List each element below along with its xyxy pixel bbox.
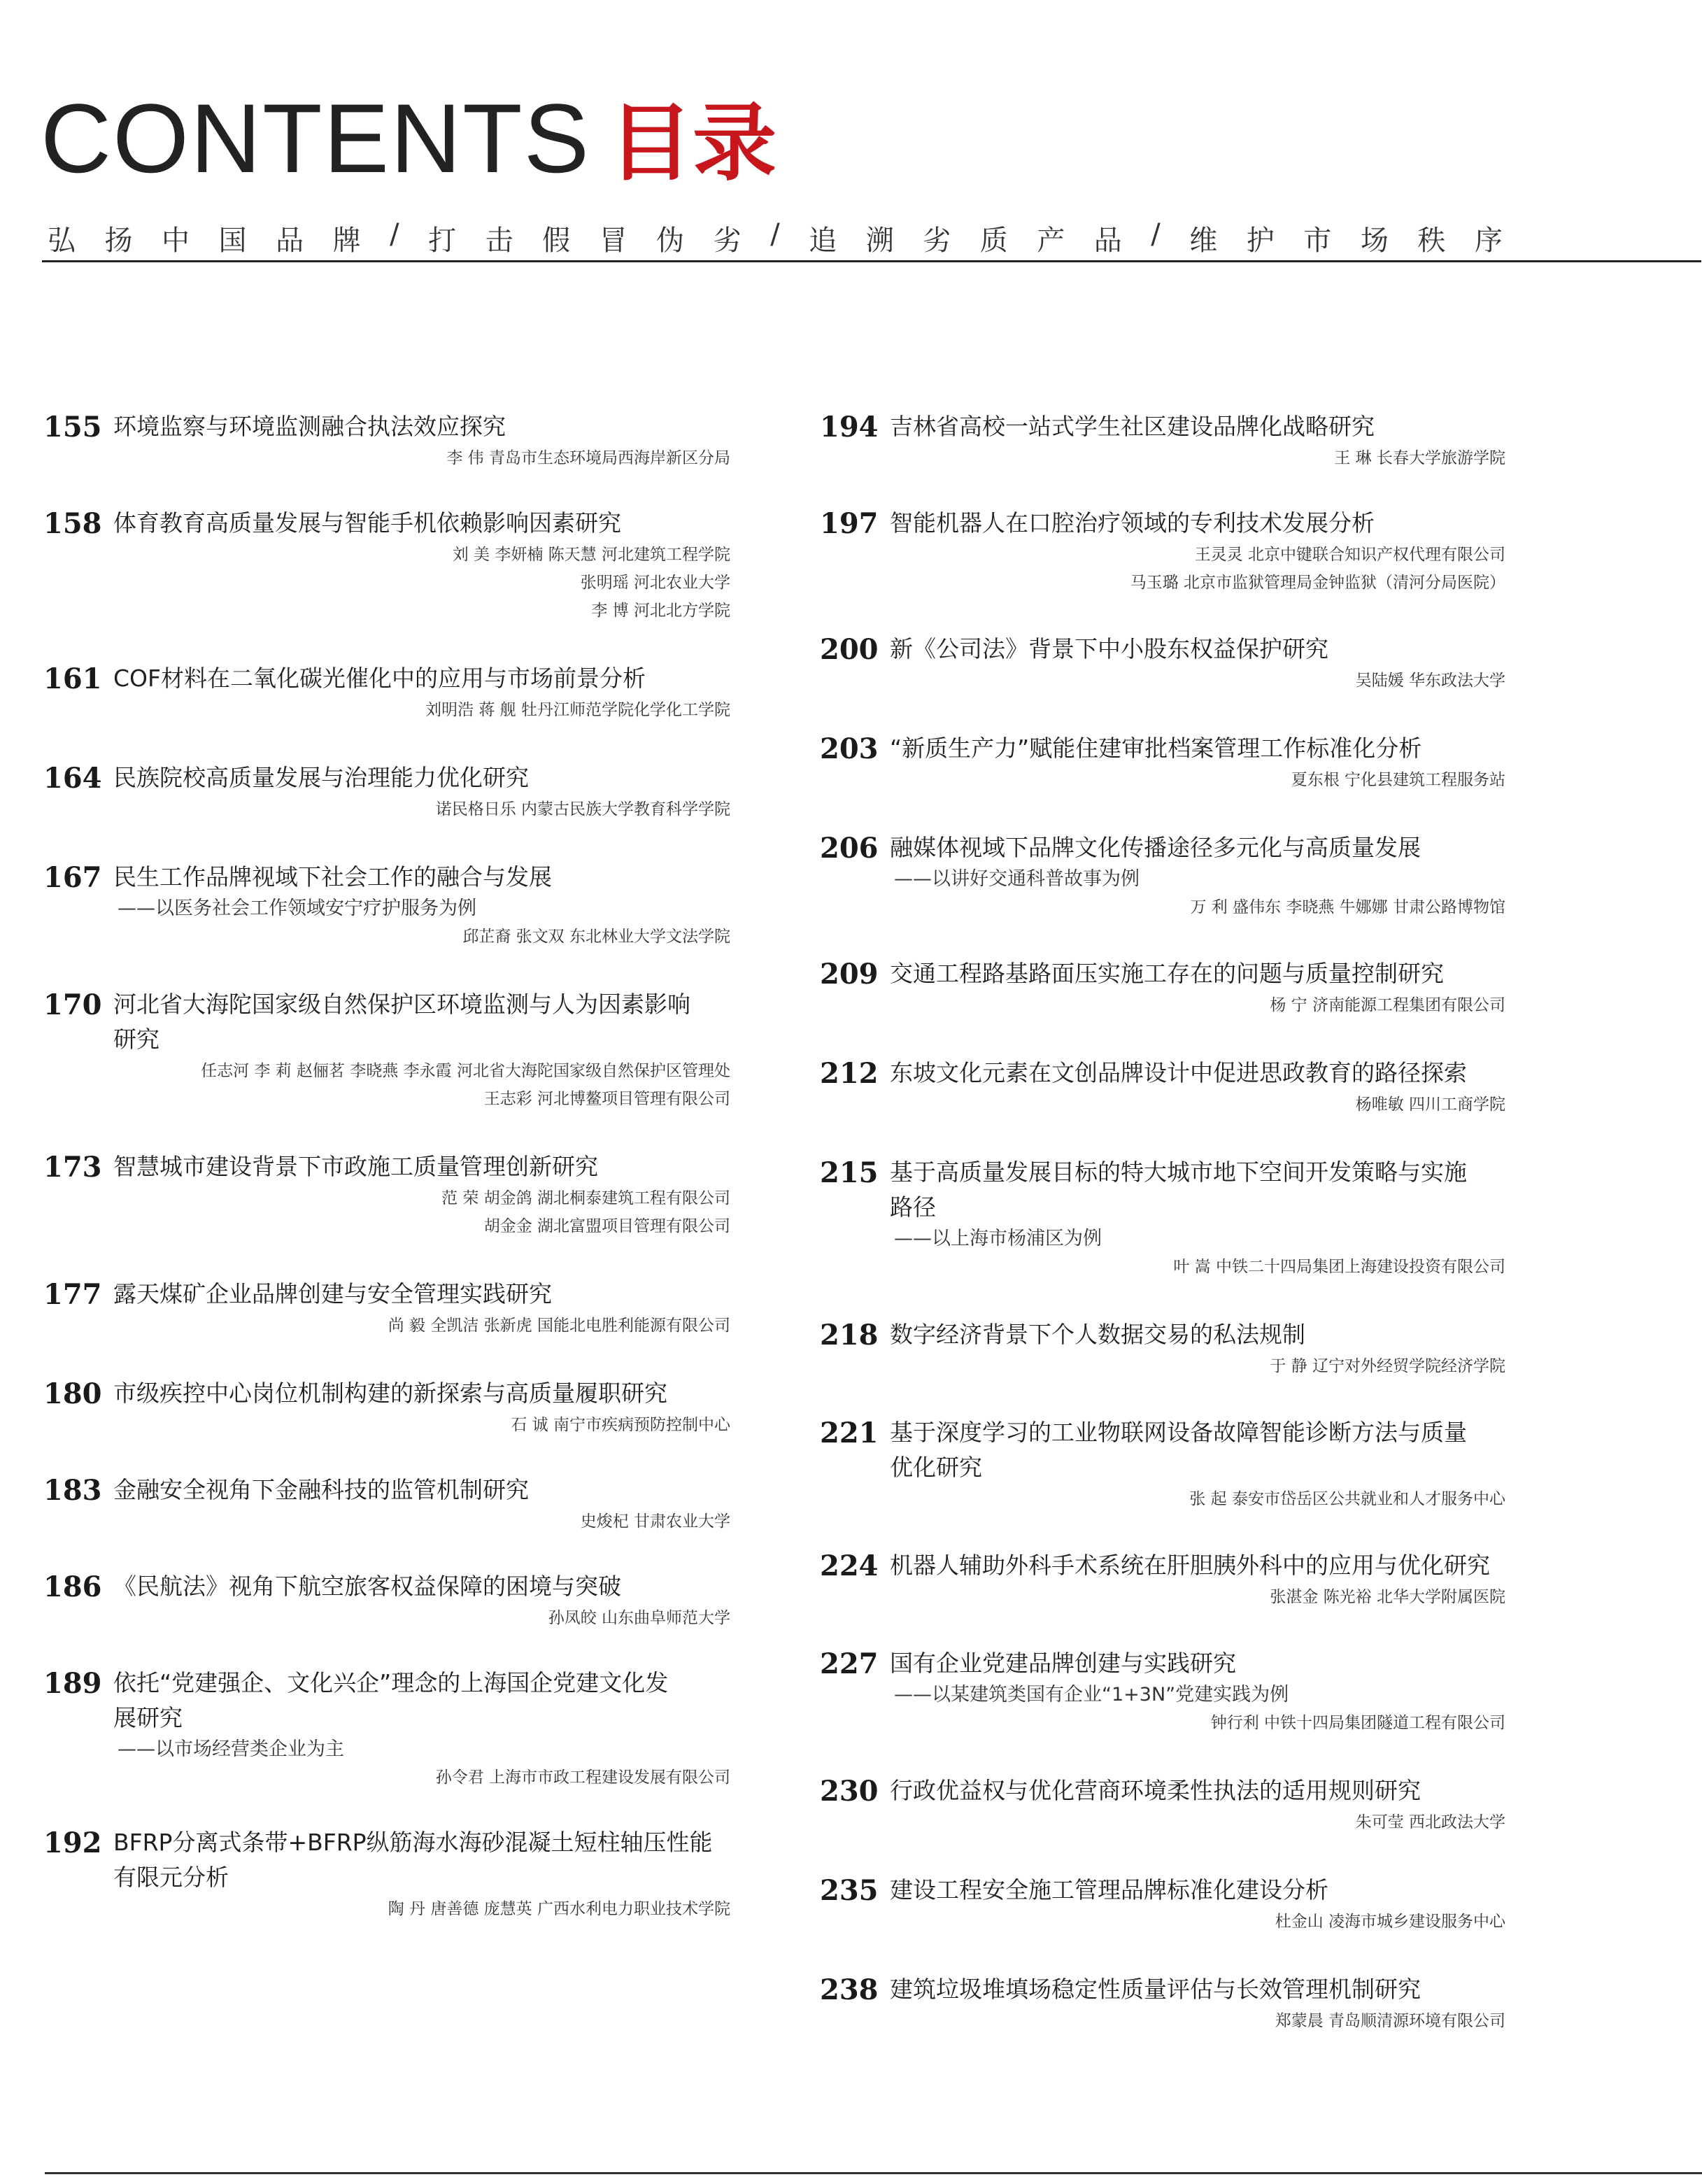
article-title: 展研究 bbox=[113, 1704, 183, 1731]
article-authors: 于 静 辽宁对外经贸学院经济学院 bbox=[1270, 1357, 1505, 1375]
toc-entry[interactable] bbox=[820, 731, 1505, 794]
article-authors: 孙凤皎 山东曲阜师范大学 bbox=[548, 1609, 730, 1627]
slogan-char: 弘 bbox=[48, 225, 76, 257]
slogan-char: 品 bbox=[276, 225, 304, 257]
page-number: 221 bbox=[820, 1417, 879, 1449]
toc-left-column bbox=[43, 409, 730, 1923]
article-authors: 夏东根 宁化县建筑工程服务站 bbox=[1291, 771, 1505, 789]
toc-entry[interactable] bbox=[43, 1149, 730, 1240]
article-subtitle: ——以讲好交通科普故事为例 bbox=[894, 868, 1140, 890]
slogan-char: 打 bbox=[428, 225, 457, 257]
article-title: 民族院校高质量发展与治理能力优化研究 bbox=[113, 764, 529, 791]
article-authors: 石 诚 南宁市疾病预防控制中心 bbox=[511, 1416, 730, 1434]
toc-entry[interactable] bbox=[820, 830, 1505, 921]
article-title: 智慧城市建设背景下市政施工质量管理创新研究 bbox=[113, 1153, 598, 1180]
article-authors: 任志河 李 莉 赵俪茗 李晓燕 李永霞 河北省大海陀国家级自然保护区管理处 bbox=[201, 1062, 730, 1080]
slogan-char: 溯 bbox=[865, 225, 894, 257]
toc-entry[interactable] bbox=[43, 409, 730, 472]
article-authors: 杨唯敏 四川工商学院 bbox=[1355, 1095, 1505, 1114]
page-number: 197 bbox=[820, 507, 879, 540]
slogan-separator: / bbox=[390, 218, 399, 250]
article-authors: 张 起 泰安市岱岳区公共就业和人才服务中心 bbox=[1189, 1490, 1505, 1508]
page-number: 194 bbox=[820, 411, 879, 444]
article-title: BFRP分离式条带+BFRP纵筋海水海砂混凝土短柱轴压性能 bbox=[113, 1829, 713, 1856]
article-title: 基于高质量发展目标的特大城市地下空间开发策略与实施 bbox=[890, 1158, 1467, 1186]
page-number: 224 bbox=[820, 1550, 879, 1582]
article-authors: 郑蒙晨 青岛顺清源环境有限公司 bbox=[1275, 2012, 1505, 2030]
article-authors: 诺民格日乐 内蒙古民族大学教育科学学院 bbox=[435, 800, 730, 818]
article-authors: 邱芷裔 张文双 东北林业大学文法学院 bbox=[462, 928, 730, 946]
article-title: 优化研究 bbox=[890, 1454, 982, 1481]
article-authors: 杜金山 凌海市城乡建设服务中心 bbox=[1275, 1913, 1505, 1931]
article-authors: 王 琳 长春大学旅游学院 bbox=[1334, 449, 1505, 467]
title-english: CONTENTS bbox=[41, 83, 590, 193]
page-number: 177 bbox=[43, 1278, 102, 1311]
article-authors: 叶 嵩 中铁二十四局集团上海建设投资有限公司 bbox=[1173, 1258, 1505, 1276]
page-number: 238 bbox=[820, 1973, 879, 2006]
article-title: 民生工作品牌视域下社会工作的融合与发展 bbox=[113, 863, 552, 891]
slogan-char: 质 bbox=[979, 225, 1008, 257]
article-authors: 陶 丹 唐善德 庞慧英 广西水利电力职业技术学院 bbox=[388, 1900, 730, 1918]
toc-entry[interactable] bbox=[820, 1773, 1505, 1836]
page-number: 173 bbox=[43, 1151, 102, 1184]
toc-entry[interactable] bbox=[820, 1056, 1505, 1119]
toc-entry[interactable] bbox=[43, 1376, 730, 1439]
slogan-char: 追 bbox=[809, 225, 837, 257]
toc-entry[interactable] bbox=[43, 661, 730, 724]
page-number: 227 bbox=[820, 1647, 879, 1680]
page-number: 155 bbox=[43, 411, 102, 444]
article-authors: 王志彩 河北博鳌项目管理有限公司 bbox=[483, 1090, 730, 1108]
article-title: 交通工程路基路面压实施工存在的问题与质量控制研究 bbox=[890, 960, 1444, 987]
slogan-char: 假 bbox=[542, 225, 571, 257]
page-number: 200 bbox=[820, 633, 879, 666]
page-number: 170 bbox=[43, 988, 102, 1021]
article-title: 环境监察与环境监测融合执法效应探究 bbox=[113, 413, 506, 440]
article-title: 行政优益权与优化营商环境柔性执法的适用规则研究 bbox=[890, 1777, 1421, 1804]
article-title: “新质生产力”赋能住建审批档案管理工作标准化分析 bbox=[890, 735, 1422, 762]
page-number: 209 bbox=[820, 958, 879, 991]
slogan-char: 序 bbox=[1474, 225, 1503, 257]
footer-divider bbox=[45, 2172, 1702, 2174]
page-number: 186 bbox=[43, 1570, 102, 1603]
article-authors: 钟行利 中铁十四局集团隧道工程有限公司 bbox=[1210, 1714, 1505, 1732]
toc-entry[interactable] bbox=[820, 1972, 1505, 2035]
article-title: 路径 bbox=[890, 1193, 936, 1221]
toc-entry[interactable] bbox=[820, 956, 1505, 1019]
page-number: 203 bbox=[820, 732, 879, 765]
toc-entry[interactable] bbox=[820, 1646, 1505, 1737]
article-title: 研究 bbox=[113, 1026, 159, 1053]
toc-entry[interactable] bbox=[820, 1317, 1505, 1380]
slogan-char: 劣 bbox=[713, 225, 742, 257]
article-subtitle: ——以上海市杨浦区为例 bbox=[894, 1228, 1102, 1249]
article-title: 河北省大海陀国家级自然保护区环境监测与人为因素影响 bbox=[113, 991, 690, 1018]
article-authors: 张明瑶 河北农业大学 bbox=[580, 574, 730, 592]
slogan-char: 护 bbox=[1246, 225, 1275, 257]
page-number: 158 bbox=[43, 507, 102, 540]
article-title: 东坡文化元素在文创品牌设计中促进思政教育的路径探索 bbox=[890, 1059, 1467, 1086]
article-title: 依托“党建强企、文化兴企”理念的上海国企党建文化发 bbox=[113, 1669, 669, 1696]
slogan-char: 国 bbox=[218, 225, 247, 257]
article-title: 体育教育高质量发展与智能手机依赖影响因素研究 bbox=[113, 509, 621, 537]
page-number: 192 bbox=[43, 1827, 102, 1859]
toc-entry[interactable] bbox=[820, 1155, 1505, 1281]
article-authors: 吴陆媛 华东政法大学 bbox=[1355, 672, 1505, 690]
toc-entry[interactable] bbox=[43, 860, 730, 951]
article-authors: 张湛金 陈光裕 北华大学附属医院 bbox=[1270, 1588, 1505, 1606]
toc-entry[interactable] bbox=[43, 1825, 730, 1923]
page-number: 164 bbox=[43, 762, 102, 795]
article-authors: 李 博 河北北方学院 bbox=[591, 602, 730, 620]
article-title: 吉林省高校一站式学生社区建设品牌化战略研究 bbox=[890, 413, 1375, 440]
page-number: 161 bbox=[43, 662, 102, 695]
toc-entry[interactable] bbox=[43, 1277, 730, 1340]
toc-entry[interactable] bbox=[820, 632, 1505, 695]
slogan-char: 扬 bbox=[104, 225, 133, 257]
article-authors: 尚 毅 全凯洁 张新虎 国能北电胜利能源有限公司 bbox=[388, 1317, 730, 1335]
article-authors: 李 伟 青岛市生态环境局西海岸新区分局 bbox=[446, 449, 730, 467]
article-authors: 杨 宁 济南能源工程集团有限公司 bbox=[1270, 996, 1505, 1014]
article-title: COF材料在二氧化碳光催化中的应用与市场前景分析 bbox=[113, 665, 646, 692]
article-subtitle: ——以某建筑类国有企业“1+3N”党建实践为例 bbox=[894, 1684, 1289, 1706]
article-authors: 孙令君 上海市市政工程建设发展有限公司 bbox=[435, 1768, 730, 1787]
page-number: 180 bbox=[43, 1377, 102, 1410]
slogan-char: 冒 bbox=[599, 225, 627, 257]
title-chinese: 目录 bbox=[609, 95, 776, 192]
article-authors: 范 荣 胡金鸽 湖北桐泰建筑工程有限公司 bbox=[441, 1189, 730, 1207]
page-number: 167 bbox=[43, 861, 102, 894]
article-title: 国有企业党建品牌创建与实践研究 bbox=[890, 1650, 1236, 1677]
article-title: 金融安全视角下金融科技的监管机制研究 bbox=[113, 1476, 529, 1503]
article-title: 建设工程安全施工管理品牌标准化建设分析 bbox=[890, 1876, 1328, 1903]
page-number: 189 bbox=[43, 1667, 102, 1700]
article-authors: 刘 美 李妍楠 陈天慧 河北建筑工程学院 bbox=[452, 546, 730, 564]
slogan-char: 击 bbox=[485, 225, 513, 257]
toc-entry[interactable] bbox=[820, 1415, 1505, 1513]
toc-right-column bbox=[820, 409, 1505, 2035]
article-title: 数字经济背景下个人数据交易的私法规制 bbox=[890, 1321, 1305, 1348]
header-divider bbox=[42, 260, 1701, 262]
slogan-char: 中 bbox=[162, 225, 190, 257]
toc-entry[interactable] bbox=[43, 1569, 730, 1632]
slogan-char: 市 bbox=[1303, 225, 1332, 257]
contents-heading bbox=[41, 83, 776, 194]
toc-entry[interactable] bbox=[43, 1473, 730, 1536]
toc-entry[interactable] bbox=[43, 987, 730, 1113]
slogan-char: 劣 bbox=[923, 225, 951, 257]
slogan-char: 场 bbox=[1360, 225, 1389, 257]
article-authors: 万 利 盛伟东 李晓燕 牛娜娜 甘肃公路博物馆 bbox=[1190, 898, 1505, 916]
toc-entry[interactable] bbox=[43, 1666, 730, 1792]
slogan-separator: / bbox=[770, 218, 780, 250]
slogan-char: 伪 bbox=[656, 225, 685, 257]
article-title: 智能机器人在口腔治疗领域的专利技术发展分析 bbox=[890, 509, 1375, 537]
article-authors: 朱可莹 西北政法大学 bbox=[1355, 1813, 1505, 1831]
article-title: 《民航法》视角下航空旅客权益保障的困境与突破 bbox=[113, 1573, 621, 1600]
toc-entry[interactable] bbox=[820, 409, 1505, 472]
article-title: 露天煤矿企业品牌创建与安全管理实践研究 bbox=[113, 1280, 552, 1307]
page-number: 235 bbox=[820, 1874, 879, 1907]
slogan-separator: / bbox=[1151, 218, 1161, 250]
article-title: 新《公司法》背景下中小股东权益保护研究 bbox=[890, 635, 1328, 662]
article-authors: 胡金金 湖北富盟项目管理有限公司 bbox=[483, 1217, 730, 1235]
article-title: 有限元分析 bbox=[113, 1864, 229, 1891]
article-title: 基于深度学习的工业物联网设备故障智能诊断方法与质量 bbox=[890, 1419, 1467, 1446]
article-authors: 马玉璐 北京市监狱管理局金钟监狱（清河分局医院） bbox=[1130, 574, 1505, 592]
article-authors: 史焌杞 甘肃农业大学 bbox=[580, 1512, 730, 1531]
page-number: 230 bbox=[820, 1775, 879, 1808]
toc-entry[interactable] bbox=[820, 1873, 1505, 1936]
slogan-char: 牌 bbox=[332, 225, 361, 257]
slogan-char: 品 bbox=[1093, 225, 1122, 257]
page-number: 218 bbox=[820, 1319, 879, 1352]
page-number: 212 bbox=[820, 1057, 879, 1090]
toc-entry[interactable] bbox=[820, 506, 1505, 597]
article-subtitle: ——以市场经营类企业为主 bbox=[118, 1738, 344, 1760]
slogan bbox=[48, 218, 1503, 258]
article-title: 建筑垃圾堆填场稳定性质量评估与长效管理机制研究 bbox=[890, 1976, 1421, 2003]
page-number: 206 bbox=[820, 832, 879, 865]
slogan-char: 秩 bbox=[1417, 225, 1446, 257]
slogan-char: 维 bbox=[1189, 225, 1218, 257]
article-subtitle: ——以医务社会工作领域安宁疗护服务为例 bbox=[118, 898, 476, 919]
toc-entry[interactable] bbox=[820, 1548, 1505, 1611]
page-number: 183 bbox=[43, 1474, 102, 1507]
article-title: 融媒体视域下品牌文化传播途径多元化与高质量发展 bbox=[890, 834, 1421, 861]
slogan-char: 产 bbox=[1037, 225, 1065, 257]
article-authors: 王灵灵 北京中键联合知识产权代理有限公司 bbox=[1194, 546, 1505, 564]
article-title: 机器人辅助外科手术系统在肝胆胰外科中的应用与优化研究 bbox=[890, 1552, 1490, 1579]
article-authors: 刘明浩 蒋 舰 牡丹江师范学院化学化工学院 bbox=[425, 701, 730, 719]
toc-entry[interactable] bbox=[43, 506, 730, 625]
page-number: 215 bbox=[820, 1156, 879, 1189]
toc-entry[interactable] bbox=[43, 760, 730, 823]
article-title: 市级疾控中心岗位机制构建的新探索与高质量履职研究 bbox=[113, 1380, 667, 1407]
